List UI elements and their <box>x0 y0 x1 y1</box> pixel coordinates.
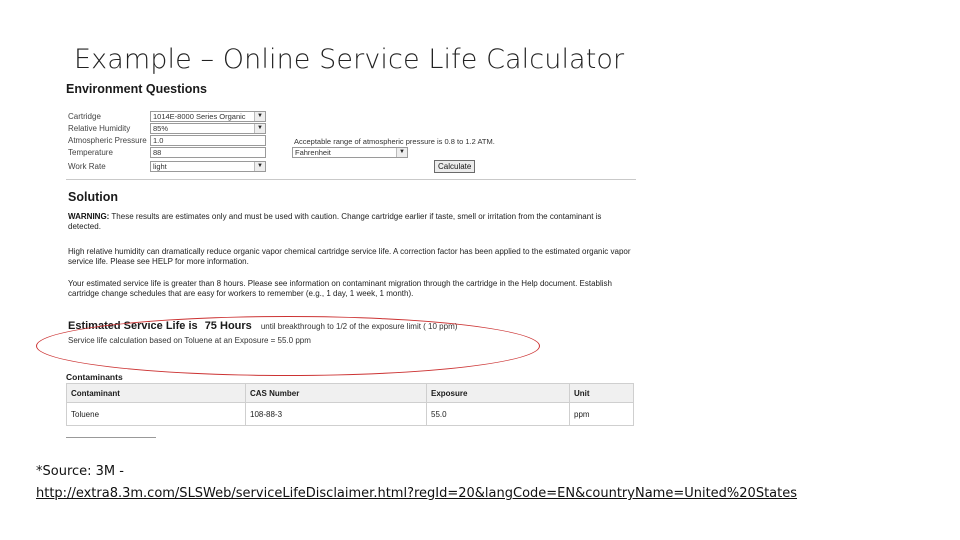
source-citation <box>36 461 797 505</box>
warning-paragraph <box>68 212 633 232</box>
estimate-label: Estimated Service Life is <box>68 320 198 332</box>
estimate-suffix: until breakthrough to 1/2 of the exposure limit ( 10 ppm) <box>260 322 458 331</box>
column-header: Exposure <box>427 384 570 403</box>
slide-title: Example – Online Service Life Calculator <box>74 44 625 75</box>
pressure-value: 1.0 <box>153 136 164 145</box>
solution-heading: Solution <box>68 190 118 204</box>
cartridge-select[interactable] <box>150 111 266 122</box>
humidity-select[interactable] <box>150 123 266 134</box>
column-header: Contaminant <box>67 384 246 403</box>
column-header: CAS Number <box>246 384 427 403</box>
humidity-paragraph: High relative humidity can dramatically reduce organic vapor chemical cartridge service life. A correction factor has been applied to the estimated organic vapor service life. Please see HELP for more information. <box>68 247 631 266</box>
calculator-screenshot <box>62 80 638 442</box>
source-link[interactable]: http://extra8.3m.com/SLSWeb/serviceLifeDisclaimer.html?regId=20&langCode=EN&countryName=United%20States <box>36 486 798 501</box>
temperature-unit-value: Fahrenheit <box>295 148 331 157</box>
temperature-value: 88 <box>153 148 162 157</box>
contaminants-table <box>66 383 634 426</box>
table-cell: Toluene <box>67 403 246 426</box>
work-rate-value: light <box>153 162 167 171</box>
table-cell: 55.0 <box>427 403 570 426</box>
temperature-label: Temperature <box>68 148 113 157</box>
column-header: Unit <box>570 384 634 403</box>
hours-paragraph: Your estimated service life is greater than 8 hours. Please see information on contaminant migration through the cartridge in the Help document. Establish cartridge change schedules that are easy for workers to remember (e.g., 1 day, 1 week, 1 month). <box>68 279 613 298</box>
work-rate-select[interactable] <box>150 161 266 172</box>
pressure-input[interactable] <box>150 135 266 146</box>
temperature-input[interactable] <box>150 147 266 158</box>
table-row <box>67 403 634 426</box>
chevron-down-icon: ▼ <box>254 112 265 121</box>
estimate-unit: Hours <box>220 320 252 332</box>
warning-label: WARNING: <box>68 212 110 221</box>
pressure-label: Atmospheric Pressure <box>68 136 147 145</box>
work-rate-label: Work Rate <box>68 162 106 171</box>
environment-heading: Environment Questions <box>66 82 207 96</box>
table-cell: ppm <box>570 403 634 426</box>
warning-text: These results are estimates only and must be used with caution. Change cartridge earlier if taste, smell or irritation from the contaminant is detected. <box>68 212 602 231</box>
bottom-divider <box>66 437 156 438</box>
highlight-ellipse <box>36 316 540 376</box>
basis-line: Service life calculation based on Toluene at an Exposure = 55.0 ppm <box>68 336 311 345</box>
source-prefix: *Source: 3M - <box>36 464 124 479</box>
table-header-row <box>67 384 634 403</box>
humidity-value: 85% <box>153 124 169 133</box>
estimate-value: 75 <box>204 320 217 332</box>
temperature-unit-select[interactable] <box>292 147 408 158</box>
chevron-down-icon: ▼ <box>254 124 265 133</box>
chevron-down-icon: ▼ <box>396 148 407 157</box>
cartridge-value: 1014E-8000 Series Organic <box>153 112 246 121</box>
humidity-label: Relative Humidity <box>68 124 131 133</box>
contaminants-heading: Contaminants <box>66 372 123 382</box>
cartridge-label: Cartridge <box>68 112 101 121</box>
pressure-note: Acceptable range of atmospheric pressure is 0.8 to 1.2 ATM. <box>294 137 495 146</box>
chevron-down-icon: ▼ <box>254 162 265 171</box>
table-cell: 108-88-3 <box>246 403 427 426</box>
divider <box>66 179 636 180</box>
calculate-button[interactable]: Calculate <box>434 160 475 173</box>
